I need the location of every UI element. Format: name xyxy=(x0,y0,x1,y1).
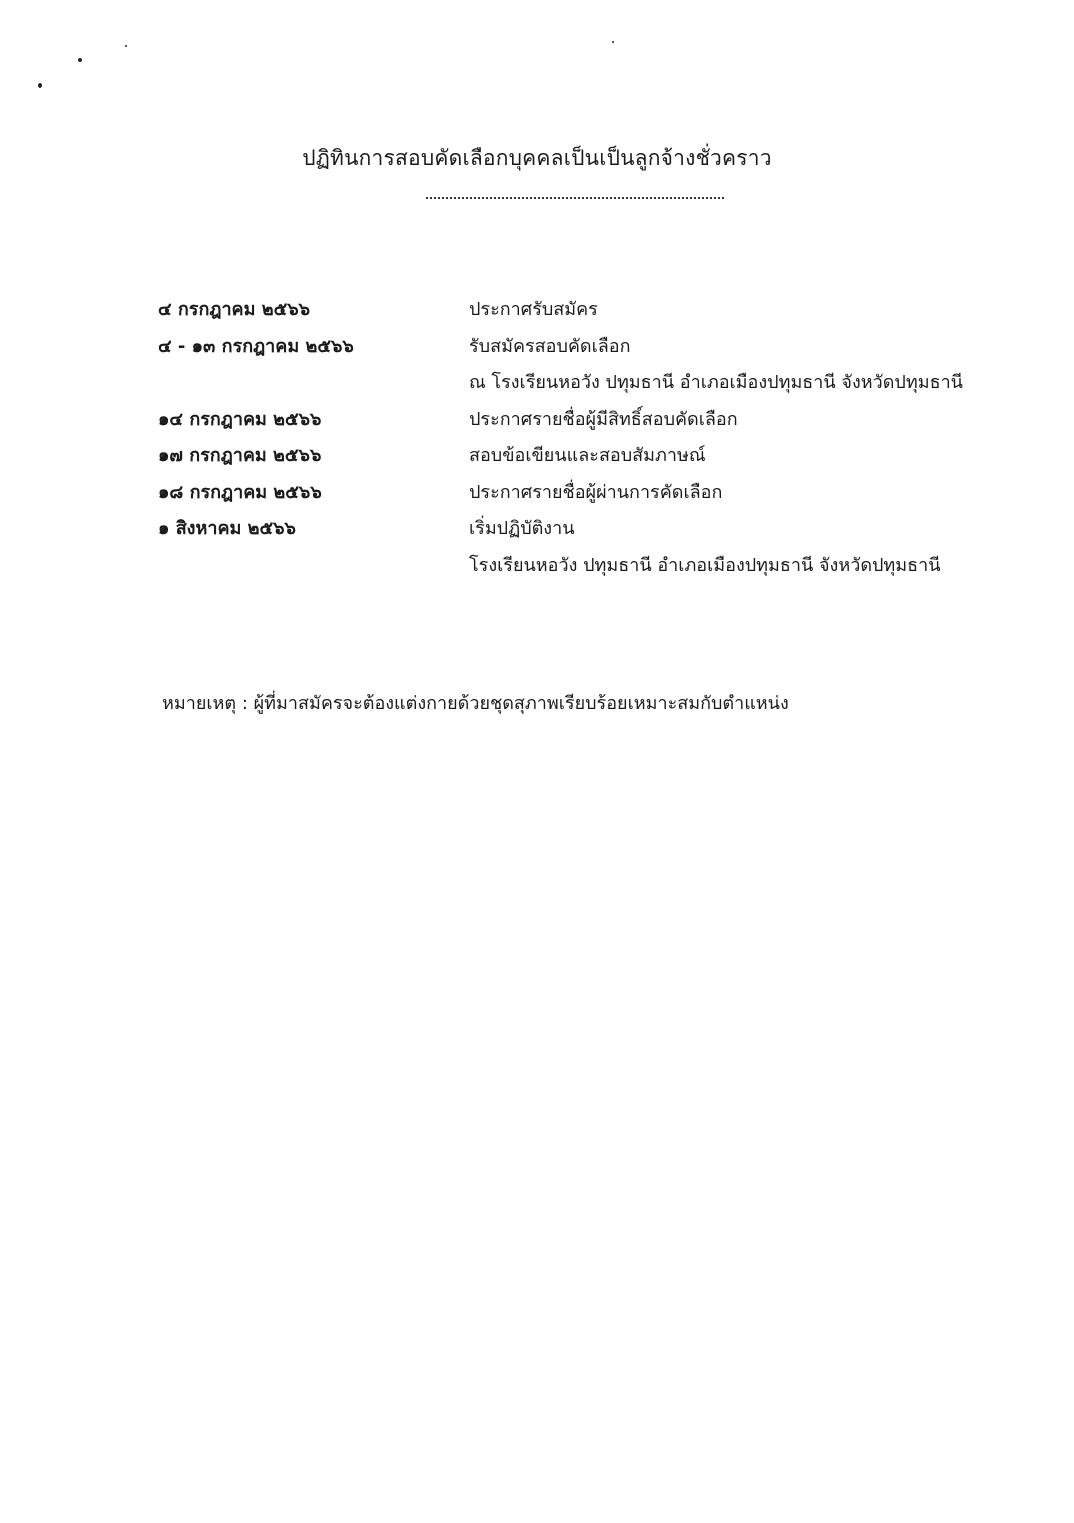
schedule-row xyxy=(158,292,958,329)
schedule-event: เริ่มปฏิบัติงาน xyxy=(469,518,575,539)
schedule-event: ประกาศรับสมัคร xyxy=(469,299,598,320)
schedule-date: ๑๘ กรกฎาคม ๒๕๖๖ xyxy=(158,481,322,503)
schedule-event: ณ โรงเรียนหอวัง ปทุมธานี อำเภอเมืองปทุมธานี จังหวัดปทุมธานี xyxy=(469,372,963,393)
schedule-date: ๑ สิงหาคม ๒๕๖๖ xyxy=(158,518,296,539)
schedule-row xyxy=(158,402,958,439)
schedule-row xyxy=(158,548,958,585)
schedule-row xyxy=(158,329,958,366)
schedule-row xyxy=(158,365,963,402)
document-title: ปฏิทินการสอบคัดเลือกบุคคลเป็นเป็นลูกจ้างชั่วคราว xyxy=(302,146,772,170)
remark-note: หมายเหตุ : ผู้ที่มาสมัครจะต้องแต่งกายด้วยชุดสุภาพเรียบร้อยเหมาะสมกับตำแหน่ง xyxy=(162,693,789,714)
schedule-row xyxy=(158,511,958,548)
schedule-event: โรงเรียนหอวัง ปทุมธานี อำเภอเมืองปทุมธานี จังหวัดปทุมธานี xyxy=(469,554,941,576)
schedule-event: ประกาศรายชื่อผู้มีสิทธิ์สอบคัดเลือก xyxy=(469,408,738,430)
scan-speck xyxy=(78,58,82,62)
schedule-date: ๔ - ๑๓ กรกฎาคม ๒๕๖๖ xyxy=(158,335,354,357)
schedule-row xyxy=(158,475,958,512)
schedule-date: ๑๗ กรกฎาคม ๒๕๖๖ xyxy=(158,445,322,466)
scan-speck xyxy=(38,83,42,88)
scan-speck xyxy=(125,45,127,47)
schedule-list xyxy=(158,292,963,584)
schedule-event: ประกาศรายชื่อผู้ผ่านการคัดเลือก xyxy=(469,481,723,503)
schedule-event: สอบข้อเขียนและสอบสัมภาษณ์ xyxy=(469,445,706,466)
schedule-event: รับสมัครสอบคัดเลือก xyxy=(469,335,631,357)
schedule-date: ๑๔ กรกฎาคม ๒๕๖๖ xyxy=(158,408,322,430)
schedule-row xyxy=(158,438,958,475)
title-dotted-rule xyxy=(426,197,724,199)
schedule-date: ๔ กรกฎาคม ๒๕๖๖ xyxy=(158,299,311,320)
scan-speck xyxy=(612,41,614,43)
